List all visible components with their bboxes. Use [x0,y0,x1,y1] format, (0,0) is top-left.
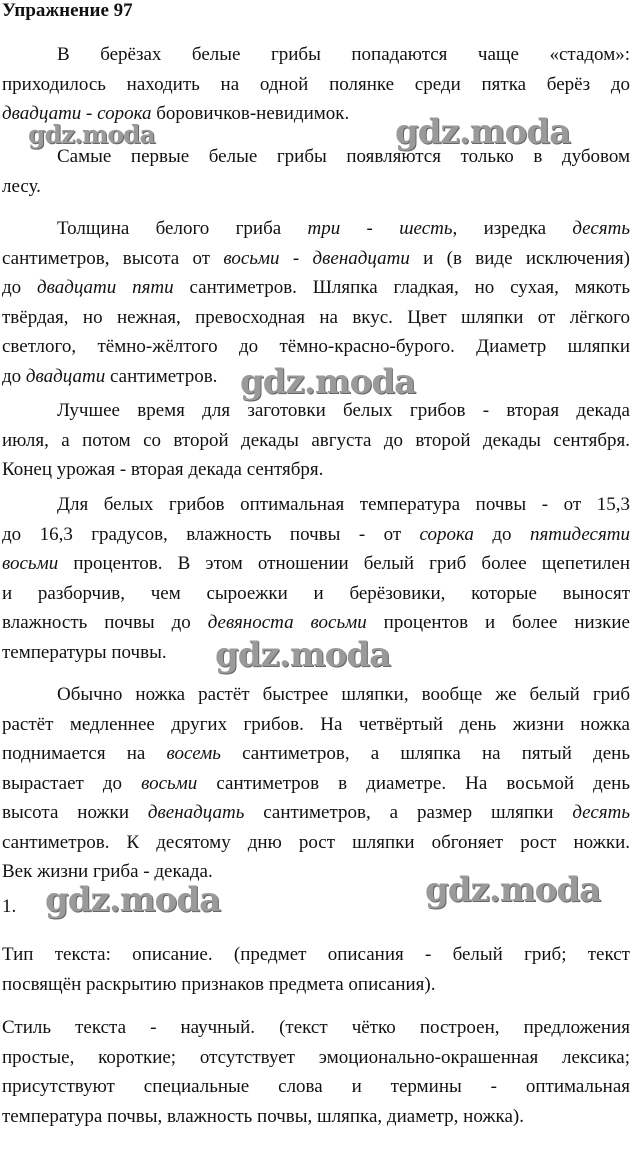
text-line [2,1013,630,1043]
text-line [2,426,630,456]
italic-numeral: три - шесть [307,218,453,239]
italic-numeral: двадцати пяти [36,277,174,298]
text-segment: до 16,3 градусов, влажность почвы - от [2,523,420,545]
text-segment: присутствуют специальные слова и термины - оптимальная [2,1076,630,1097]
italic-numeral: пятидесяти [529,523,631,545]
watermark: gdz.moda [395,112,571,152]
text-line [2,172,630,202]
text-segment: светлого, тёмно-жёлтого до тёмно-красно-бурого. Диаметр шляпки [2,336,630,357]
text-segment: июля, а потом со второй декады августа до второй декады сентября. [2,429,630,451]
text-line [2,940,630,970]
text-line [2,40,630,70]
text-segment: Самые первые белые грибы появляются только в дубовом [57,146,630,167]
text-segment: 1. [2,896,17,917]
text-segment: Лучшее время для заготовки белых грибов - вторая декада [57,400,630,421]
text-segment: процентов и более низкие [366,612,630,633]
italic-numeral: сорока [419,523,474,545]
paragraph [2,940,630,999]
italic-numeral: двадцати - сорока [2,103,152,124]
watermark: gdz.moda [215,635,391,675]
text-line [2,455,630,485]
italic-numeral: десять [572,218,630,239]
watermark: gdz.moda [240,362,416,402]
text-segment: Толщина белого гриба [57,218,308,239]
text-line [2,332,630,362]
text-line [2,608,630,638]
text-segment: сантиметров, а размер шляпки [244,802,573,823]
text-line [2,70,630,100]
italic-numeral: восьми [141,772,198,794]
text-line [2,710,630,740]
text-line [2,244,630,274]
text-segment: и (в виде исключения) [409,247,631,269]
watermark: gdz.moda [425,870,601,910]
text-segment: Конец урожая - вторая декада сентября. [2,459,324,480]
text-segment: сантиметров. [105,365,218,387]
text-segment: температура почвы, влажность почвы, шляпка, диаметр, ножка). [2,1105,524,1127]
italic-numeral: двадцати [25,365,106,387]
text-line [2,680,630,710]
italic-numeral: восьми [2,553,59,574]
text-segment: сантиметров, а шляпка на пятый день [220,743,630,764]
text-segment: влажность почвы до [2,612,208,633]
exercise-title: Упражнение 97 [2,0,133,21]
text-line [2,579,630,609]
text-line [2,828,630,858]
text-segment: до [2,277,37,298]
text-segment: посвящён раскрытию признаков предмета описания). [2,973,436,995]
text-segment: до [2,365,26,387]
text-line [2,214,630,244]
text-segment: и разборчив, чем сыроежки и берёзовики, которые выносят [2,582,630,604]
text-line [2,520,630,550]
text-segment: растёт медленнее других грибов. На четвёртый день жизни ножка [2,713,630,735]
text-line [2,549,630,579]
text-segment: простые, короткие; отсутствует эмоционально-окрашенная лексика; [2,1046,630,1068]
text-segment: боровичков-невидимок. [151,103,350,124]
text-segment: Стиль текста - научный. (текст чётко построен, предложения [2,1017,630,1038]
text-segment: сантиметров в диаметре. На восьмой день [197,772,630,794]
text-segment: В берёзах белые грибы попадаются чаще «стадом»: [57,44,630,65]
text-segment: , изредка [452,218,573,239]
text-segment: Тип текста: описание. (предмет описания - белый гриб; текст [2,944,630,965]
italic-numeral: десять [572,802,630,823]
paragraph [2,680,630,887]
watermark: gdz.moda [45,880,221,920]
text-line [2,273,630,303]
text-line [2,490,630,520]
text-line [2,739,630,769]
italic-numeral: двенадцать [147,802,245,823]
text-segment: Для белых грибов оптимальная температура почвы - от 15,3 [57,494,630,515]
text-segment: процентов. В этом отношении белый гриб более щепетилен [58,553,630,574]
paragraph [2,396,630,485]
text-line [2,1072,630,1102]
text-segment: сантиметров, высота от [2,247,224,269]
italic-numeral: девяноста восьми [207,612,367,633]
text-segment: лесу. [2,175,41,197]
text-segment: температуры почвы. [2,641,167,663]
text-line [2,1102,630,1132]
text-segment: твёрдая, но нежная, превосходная на вкус. Цвет шляпки от лёгкого [2,306,630,328]
text-segment: до [473,523,530,545]
italic-numeral: восемь [166,743,221,764]
paragraph [2,1013,630,1131]
text-segment: высота ножки [2,802,148,823]
text-segment: поднимается на [2,743,167,764]
text-line [2,1043,630,1073]
text-line [2,303,630,333]
text-line [2,970,630,1000]
italic-numeral: восьми - двенадцати [223,247,410,269]
text-segment: вырастает до [2,772,142,794]
text-line [2,769,630,799]
text-line [2,798,630,828]
text-segment: сантиметров. К десятому дню рост шляпки обгоняет рост ножки. [2,831,630,853]
text-segment: сантиметров. Шляпка гладкая, но сухая, мякоть [173,277,630,298]
text-segment: Век жизни гриба - декада. [2,861,213,882]
text-segment: Обычно ножка растёт быстрее шляпки, вообще же белый гриб [57,684,630,705]
watermark: gdz.moda [28,120,155,149]
text-segment: приходилось находить на одной полянке среди пятка берёз до [2,73,630,95]
